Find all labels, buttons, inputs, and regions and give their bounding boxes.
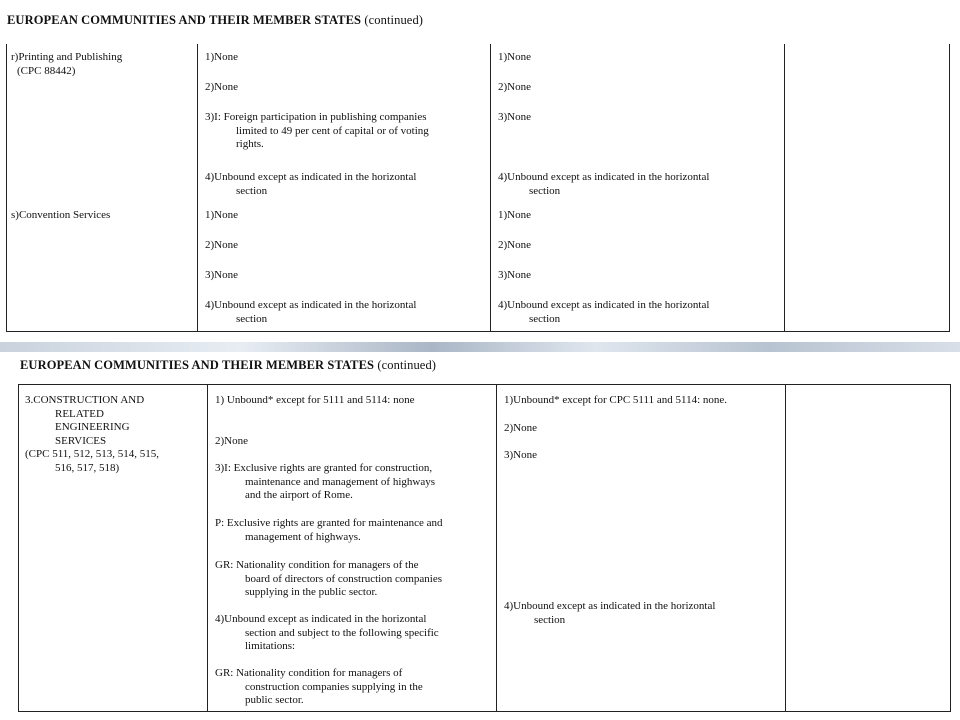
text-line: ENGINEERING	[55, 421, 130, 433]
market-access-entry	[205, 111, 429, 152]
text-line: section	[529, 312, 561, 325]
sector-cell	[11, 51, 122, 78]
sector-cell	[25, 394, 159, 475]
sector-cell	[11, 209, 110, 223]
market-access-entry	[205, 51, 238, 65]
column-divider	[784, 44, 785, 331]
text-line: 3)None	[504, 449, 537, 461]
text-line: public sector.	[245, 694, 304, 706]
text-line: GR: Nationality condition for managers of the	[215, 559, 419, 571]
header-title: EUROPEAN COMMUNITIES AND THEIR MEMBER STATES	[7, 13, 362, 27]
market-access-entry	[205, 209, 238, 223]
market-access-entry	[205, 239, 238, 253]
text-line: 2)None	[498, 81, 531, 93]
text-line: 3)None	[498, 111, 531, 123]
text-line: section	[534, 613, 566, 626]
market-access-entry	[205, 269, 238, 283]
column-divider	[207, 385, 208, 711]
column-divider	[496, 385, 497, 711]
text-line: supplying in the public sector.	[245, 586, 378, 598]
text-line: (CPC 511, 512, 513, 514, 515,	[25, 448, 160, 460]
national-treatment-entry	[504, 422, 537, 436]
national-treatment-entry	[498, 171, 709, 198]
text-line: 1)Unbound* except for CPC 5111 and 5114: none.	[504, 394, 728, 406]
column-divider	[490, 44, 491, 331]
text-line: maintenance and management of highways	[245, 475, 435, 488]
national-treatment-entry	[498, 269, 531, 283]
market-access-entry	[205, 171, 416, 198]
national-treatment-entry	[498, 209, 531, 223]
market-access-entry	[215, 517, 443, 544]
commitments-table	[6, 44, 950, 332]
market-access-entry	[215, 462, 435, 503]
text-line: rights.	[236, 138, 264, 150]
column-divider	[197, 44, 198, 331]
commitments-table	[18, 384, 951, 712]
text-line: 2)None	[205, 239, 238, 251]
text-line: board of directors of construction companies	[245, 572, 443, 585]
schedule-page-bottom	[0, 352, 960, 720]
text-line: 3.CONSTRUCTION AND	[25, 394, 145, 406]
text-line: 3)I: Exclusive rights are granted for construction,	[215, 462, 433, 474]
schedule-page-top	[0, 0, 960, 342]
text-line: 2)None	[215, 435, 248, 447]
text-line: 4)Unbound except as indicated in the horizontal	[205, 299, 417, 311]
market-access-entry	[215, 613, 439, 654]
text-line: P: Exclusive rights are granted for maintenance and	[215, 517, 443, 529]
text-line: 4)Unbound except as indicated in the horizontal	[498, 299, 710, 311]
text-line: limited to 49 per cent of capital or of voting	[236, 124, 429, 137]
text-line: RELATED	[55, 407, 104, 420]
text-line: 2)None	[504, 422, 537, 434]
column-divider	[785, 385, 786, 711]
national-treatment-entry	[504, 600, 715, 627]
text-line: 2)None	[498, 239, 531, 251]
text-line: 1)None	[205, 209, 238, 221]
text-line: 1) Unbound* except for 5111 and 5114: none	[215, 394, 415, 406]
text-line: 3)None	[498, 269, 531, 281]
text-line: limitations:	[245, 640, 296, 652]
text-line: 1)None	[498, 209, 531, 221]
text-line: 4)Unbound except as indicated in the horizontal	[205, 171, 417, 183]
text-line: section and subject to the following specific	[245, 626, 439, 639]
national-treatment-entry	[498, 299, 709, 326]
text-line: 4)Unbound except as indicated in the horizontal	[215, 613, 427, 625]
text-line: (CPC 88442)	[17, 64, 76, 77]
text-line: 1)None	[498, 51, 531, 63]
market-access-entry	[205, 299, 416, 326]
text-line: construction companies supplying in the	[245, 680, 423, 693]
page-header	[7, 13, 423, 28]
text-line: section	[529, 184, 561, 197]
text-line: and the airport of Rome.	[245, 489, 353, 501]
text-line: 1)None	[205, 51, 238, 63]
header-continued: (continued)	[377, 358, 437, 372]
text-line: 4)Unbound except as indicated in the horizontal	[504, 600, 716, 612]
text-line: 2)None	[205, 81, 238, 93]
market-access-entry	[215, 435, 248, 449]
text-line: SERVICES	[55, 434, 107, 447]
header-continued: (continued)	[364, 13, 424, 27]
text-line: management of highways.	[245, 530, 361, 543]
text-line: 3)I: Foreign participation in publishing companies	[205, 111, 427, 123]
text-line: r)Printing and Publishing	[11, 51, 123, 63]
market-access-entry	[215, 394, 414, 408]
text-line: 4)Unbound except as indicated in the horizontal	[498, 171, 710, 183]
national-treatment-entry	[498, 239, 531, 253]
text-line: s)Convention Services	[11, 209, 111, 221]
header-title: EUROPEAN COMMUNITIES AND THEIR MEMBER STATES	[20, 358, 375, 372]
national-treatment-entry	[504, 449, 537, 463]
national-treatment-entry	[498, 51, 531, 65]
text-line: section	[236, 312, 268, 325]
national-treatment-entry	[498, 111, 531, 125]
text-line: GR: Nationality condition for managers of	[215, 667, 403, 679]
text-line: 3)None	[205, 269, 238, 281]
page-separator	[0, 342, 960, 352]
text-line: 516, 517, 518)	[55, 461, 120, 474]
market-access-entry	[215, 667, 423, 708]
market-access-entry	[215, 559, 442, 600]
text-line: section	[236, 184, 268, 197]
page-header	[20, 358, 436, 373]
national-treatment-entry	[498, 81, 531, 95]
market-access-entry	[205, 81, 238, 95]
national-treatment-entry	[504, 394, 727, 408]
